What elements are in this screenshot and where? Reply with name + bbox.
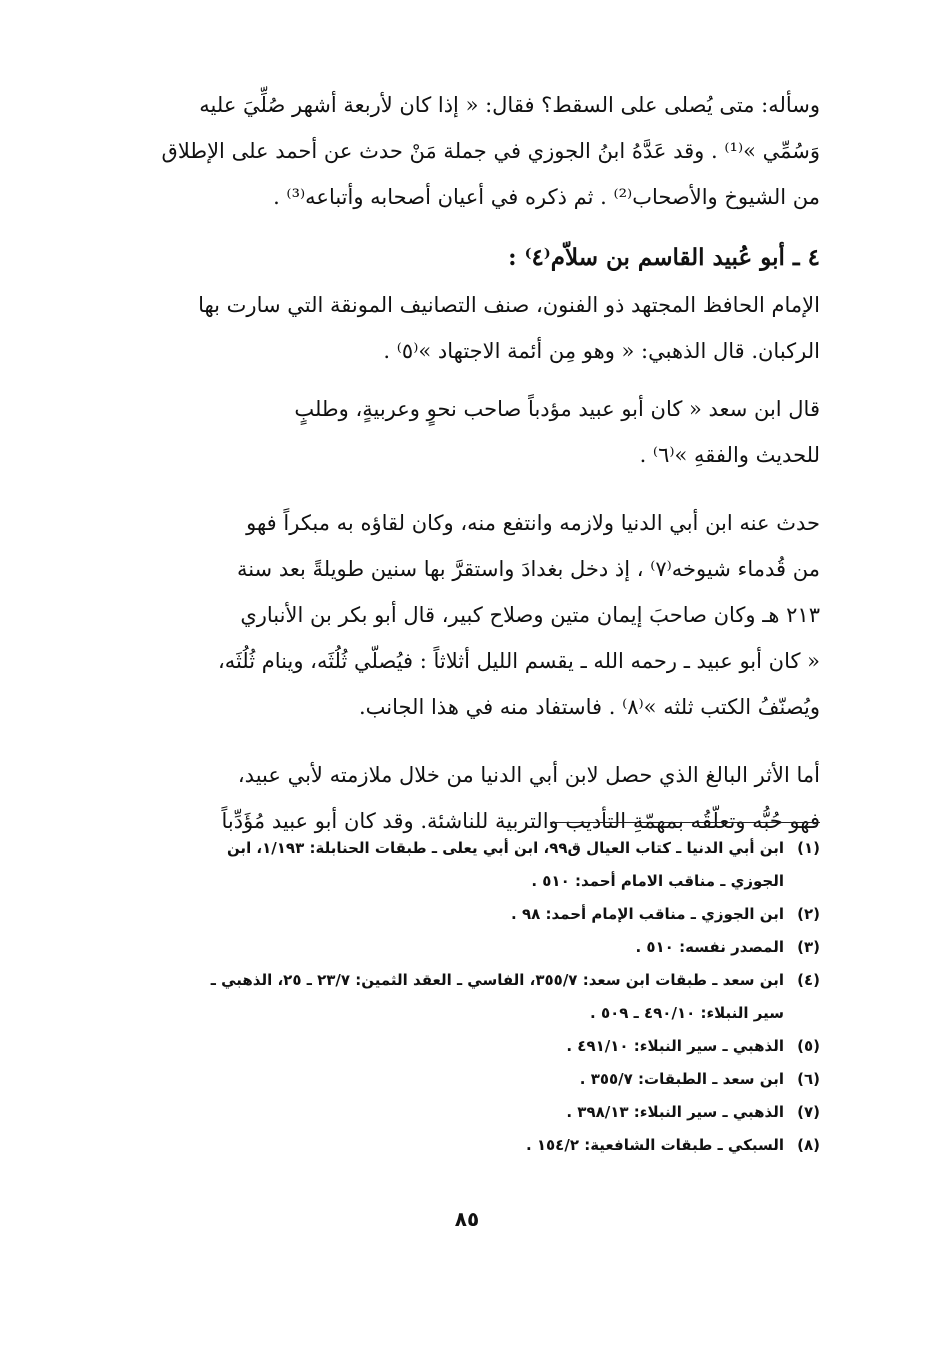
footnote-line: سير النبلاء: ٤٩٠/١٠ ـ ٥٠٩ . (590, 1004, 784, 1022)
footnote-1 (120, 832, 820, 898)
text-line: أما الأثر البالغ الذي حصل لابن أبي الدنيا من خلال ملازمته لأبي عبيد، (237, 763, 820, 787)
main-text (120, 82, 820, 844)
footnote-7 (120, 1096, 820, 1129)
paragraph-1 (120, 82, 820, 220)
paragraph-3 (120, 386, 820, 478)
text-line: من الشيوخ والأصحاب⁽²⁾ . ثم ذكره في أعيان أصحابه وأتباعه⁽³⁾ . (273, 185, 820, 209)
text-line: « كان أبو عبيد ـ رحمه الله ـ يقسم الليل أثلاثاً : فيُصلّي ثُلُثَه، وينام ثُلُثَه، (217, 649, 820, 673)
paragraph-5 (120, 752, 820, 844)
footnote-line: المصدر نفسه: ٥١٠ . (635, 938, 784, 956)
footnote-text (120, 1129, 784, 1162)
text-line: للحديث والفقهِ »⁽٦⁾ . (639, 443, 820, 467)
footnote-4 (120, 964, 820, 1030)
footnote-text (120, 832, 784, 898)
footnote-text (120, 964, 784, 1030)
footnote-text (120, 1063, 784, 1096)
footnote-line: السبكي ـ طبقات الشافعية: ١٥٤/٢ . (525, 1136, 784, 1154)
footnote-number: (٨) (797, 1136, 820, 1154)
footnote-6 (120, 1063, 820, 1096)
footnote-8 (120, 1129, 820, 1162)
footnote-number: (٤) (797, 971, 820, 989)
footnote-2 (120, 898, 820, 931)
text-line: وسأله: متى يُصلى على السقط؟ فقال: « إذا كان لأربعة أشهر صُلِّيَ عليه (199, 93, 820, 117)
footnote-line: ابن سعد ـ الطبقات: ٣٥٥/٧ . (579, 1070, 784, 1088)
footnote-3 (120, 931, 820, 964)
text-line: الإمام الحافظ المجتهد ذو الفنون، صنف التصانيف المونقة التي سارت بها (198, 293, 820, 317)
footnote-number: (٣) (797, 938, 820, 956)
footnotes (120, 832, 820, 1162)
section-heading: ٤ ـ أبو عُبيد القاسم بن سلاّم⁽٤⁾ : (508, 244, 820, 271)
footnote-number: (٥) (797, 1037, 820, 1055)
footnote-text (120, 1096, 784, 1129)
footnote-number: (٦) (797, 1070, 820, 1088)
footnote-5 (120, 1030, 820, 1063)
paragraph-4 (120, 500, 820, 730)
text-line: قال ابن سعد « كان أبو عبيد مؤدباً صاحب نحوٍ وعربيةٍ، وطلبٍ (294, 397, 820, 421)
footnote-text (120, 898, 784, 931)
footnote-text (120, 1030, 784, 1063)
text-line: ويُصنّفُ الكتب ثلثه »⁽٨⁾ . فاستفاد منه في هذا الجانب. (358, 695, 820, 719)
footnote-line: ابن سعد ـ طبقات ابن سعد: ٣٥٥/٧، الفاسي ـ العقد الثمين: ٢٣/٧ ـ ٢٥، الذهبي ـ (210, 971, 784, 989)
footnote-line: الذهبي ـ سير النبلاء: ٣٩٨/١٣ . (566, 1103, 784, 1121)
text-line: الركبان. قال الذهبي: « وهو مِن أئمة الاجتهاد »⁽٥⁾ . (383, 339, 820, 363)
footnote-number: (١) (797, 839, 820, 857)
text-line: ٢١٣ هـ وكان صاحبَ إيمان متين وصلاح كبير، قال أبو بكر بن الأنباري (240, 603, 820, 627)
footnote-line: الجوزي ـ مناقب الامام أحمد: ٥١٠ . (531, 872, 784, 890)
text-line: وَسُمِّي »⁽¹⁾ . وقد عَدَّهُ ابنُ الجوزي في جملة مَنْ حدث عن أحمد على الإطلاق (161, 139, 820, 163)
paragraph-2 (120, 282, 820, 374)
footnote-number: (٢) (797, 905, 820, 923)
footnote-line: ابن الجوزي ـ مناقب الإمام أحمد: ٩٨ . (511, 905, 784, 923)
text-line: فهو حُبُّه وتعلّقُه بمهمّةِ التأديب والتربية للناشئة. وقد كان أبو عبيد مُؤَدِّباً (221, 809, 820, 833)
text-line: من قُدماء شيوخه⁽٧⁾ ، إذ دخل بغدادَ واستقرَّ بها سنين طويلةً بعد سنة (236, 557, 820, 581)
footnote-number: (٧) (797, 1103, 820, 1121)
footnote-text (120, 931, 784, 964)
text-line: حدث عنه ابن أبي الدنيا ولازمه وانتفع منه، وكان لقاؤه به مبكراً فهو (246, 511, 820, 535)
footnote-line: الذهبي ـ سير النبلاء: ٤٩١/١٠ . (566, 1037, 784, 1055)
footnote-line: ابن أبي الدنيا ـ كتاب العيال ق٩٩، ابن أبي يعلى ـ طبقات الحنابلة: ١/١٩٣، ابن (226, 839, 784, 857)
page-number: ٨٥ (454, 1207, 480, 1231)
footnote-divider (550, 822, 820, 823)
